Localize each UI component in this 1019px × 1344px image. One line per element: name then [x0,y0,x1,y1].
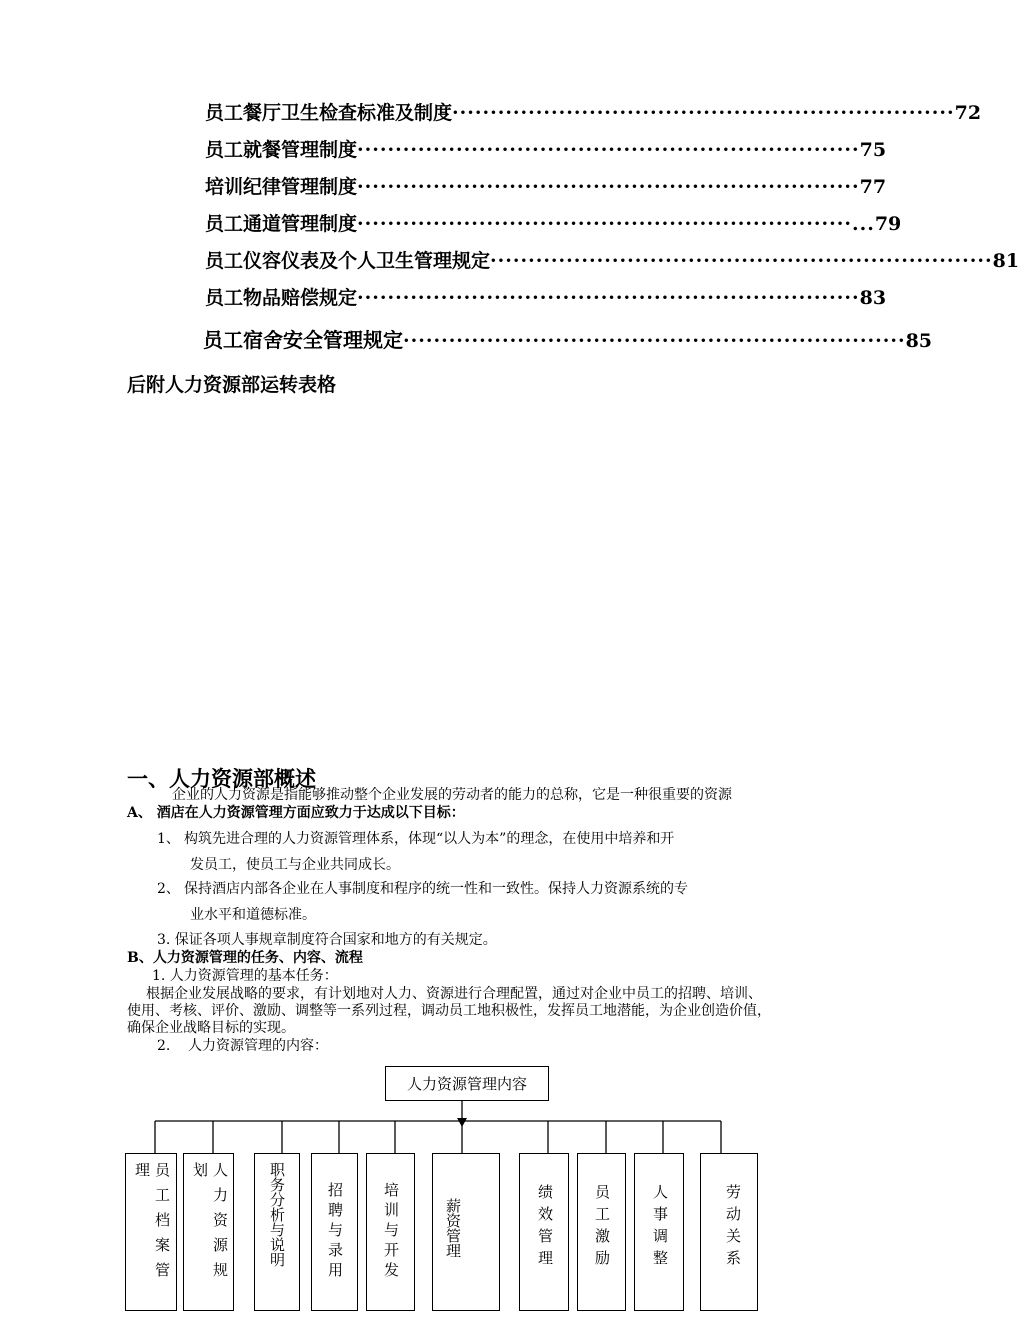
content-heading: 人力资源管理的内容： [188,1038,328,1054]
basic-task-heading: 1. 人力资源管理的基本任务： [152,968,338,984]
org-node-job-analysis [254,1153,300,1311]
toc-page-number: 77 [859,176,887,198]
toc-leader: ·································································· [357,139,860,161]
org-node-label: 培训与开发 [382,1182,400,1282]
intro-paragraph: 企业的人力资源是指能够推动整个企业发展的劳动者的能力的总称，它是一种很重要的资源 [172,787,732,803]
goal-1-line-2: 发员工，使员工与企业共同成长。 [190,857,400,873]
basic-task-line-3: 确保企业战略目标的实现。 [127,1020,295,1036]
org-node-label: 招聘与录用 [326,1182,344,1282]
basic-task-line-1: 根据企业发展战略的要求，有计划地对人力、资源进行合理配置，通过对企业中员工的招聘、培训、 [146,986,762,1002]
org-node-training [366,1153,415,1311]
toc-leader: ·································································· [490,250,993,272]
org-node-label: 员工档案管 [153,1162,171,1287]
toc-page-number: 72 [954,102,982,124]
org-node-performance [519,1153,569,1311]
toc-page-number: 81 [992,250,1019,272]
toc-page-number: 75 [859,139,887,161]
goal-1-line-1: 构筑先进合理的人力资源管理体系，体现“以人为本”的理念，在使用中培养和开 [184,831,675,847]
org-node-motivation [577,1153,626,1311]
goal-3: 3. 保证各项人事规章制度符合国家和地方的有关规定。 [157,932,497,948]
toc-title: 员工餐厅卫生检查标准及制度 [205,102,453,124]
toc-page-number: 85 [905,330,933,352]
toc-page-number: 79 [874,213,902,235]
toc-leader: ·································································· [452,102,955,124]
goal-2-line-1: 保持酒店内部各企业在人事制度和程序的统一性和一致性。保持人力资源系统的专 [184,881,688,897]
org-node-label: 理 [133,1162,151,1179]
toc-page-number: 83 [859,287,887,309]
toc-title: 员工通道管理制度 [205,213,358,235]
section-heading: 一、人力资源部概述 [127,766,316,791]
org-node-label: 员工激励 [593,1184,611,1272]
org-chart-root-label: 人力资源管理内容 [406,1075,527,1093]
content-number: 2. [157,1038,171,1054]
toc-title: 员工仪容仪表及个人卫生管理规定 [205,250,491,272]
toc-title: 员工物品赔偿规定 [205,287,358,309]
toc-leader: ·································································· [403,330,906,352]
org-node-personnel-adjustment [634,1153,684,1311]
toc-title: 员工宿舍安全管理规定 [203,328,403,352]
org-node-compensation [432,1153,500,1311]
org-node-label: 人力资源规 [211,1162,229,1287]
toc-leader: ·································································· [357,287,860,309]
goal-2-line-2: 业水平和道德标准。 [190,907,316,923]
org-node-recruitment [311,1153,358,1311]
org-node-label: 劳动关系 [724,1184,742,1272]
org-chart-root [385,1066,549,1101]
org-node-label: 划 [191,1162,209,1179]
toc-title: 培训纪律管理制度 [205,176,358,198]
org-node-employee-records [125,1153,177,1311]
org-node-hr-planning [183,1153,234,1311]
org-node-label: 职务分析与说明 [268,1162,286,1267]
toc-title: 员工就餐管理制度 [205,139,358,161]
toc-leader: ·································································· [357,176,860,198]
toc-leader: ·································································... [357,213,875,235]
goal-1-number: 1、 [157,831,180,847]
tasks-heading: B、人力资源管理的任务、内容、流程 [127,950,363,966]
org-node-label: 薪资管理 [444,1198,462,1258]
basic-task-line-2: 使用、考核、评价、激励、调整等一系列过程，调动员工地积极性，发挥员工地潜能，为企业创造价值， [127,1003,771,1019]
org-node-labor-relations [700,1153,758,1311]
appendix-title: 后附人力资源部运转表格 [127,374,337,396]
org-node-label: 绩效管理 [536,1184,554,1272]
goal-2-number: 2、 [157,881,180,897]
goals-heading: A、 酒店在人力资源管理方面应致力于达成以下目标： [127,805,465,821]
org-node-label: 人事调整 [651,1184,669,1272]
